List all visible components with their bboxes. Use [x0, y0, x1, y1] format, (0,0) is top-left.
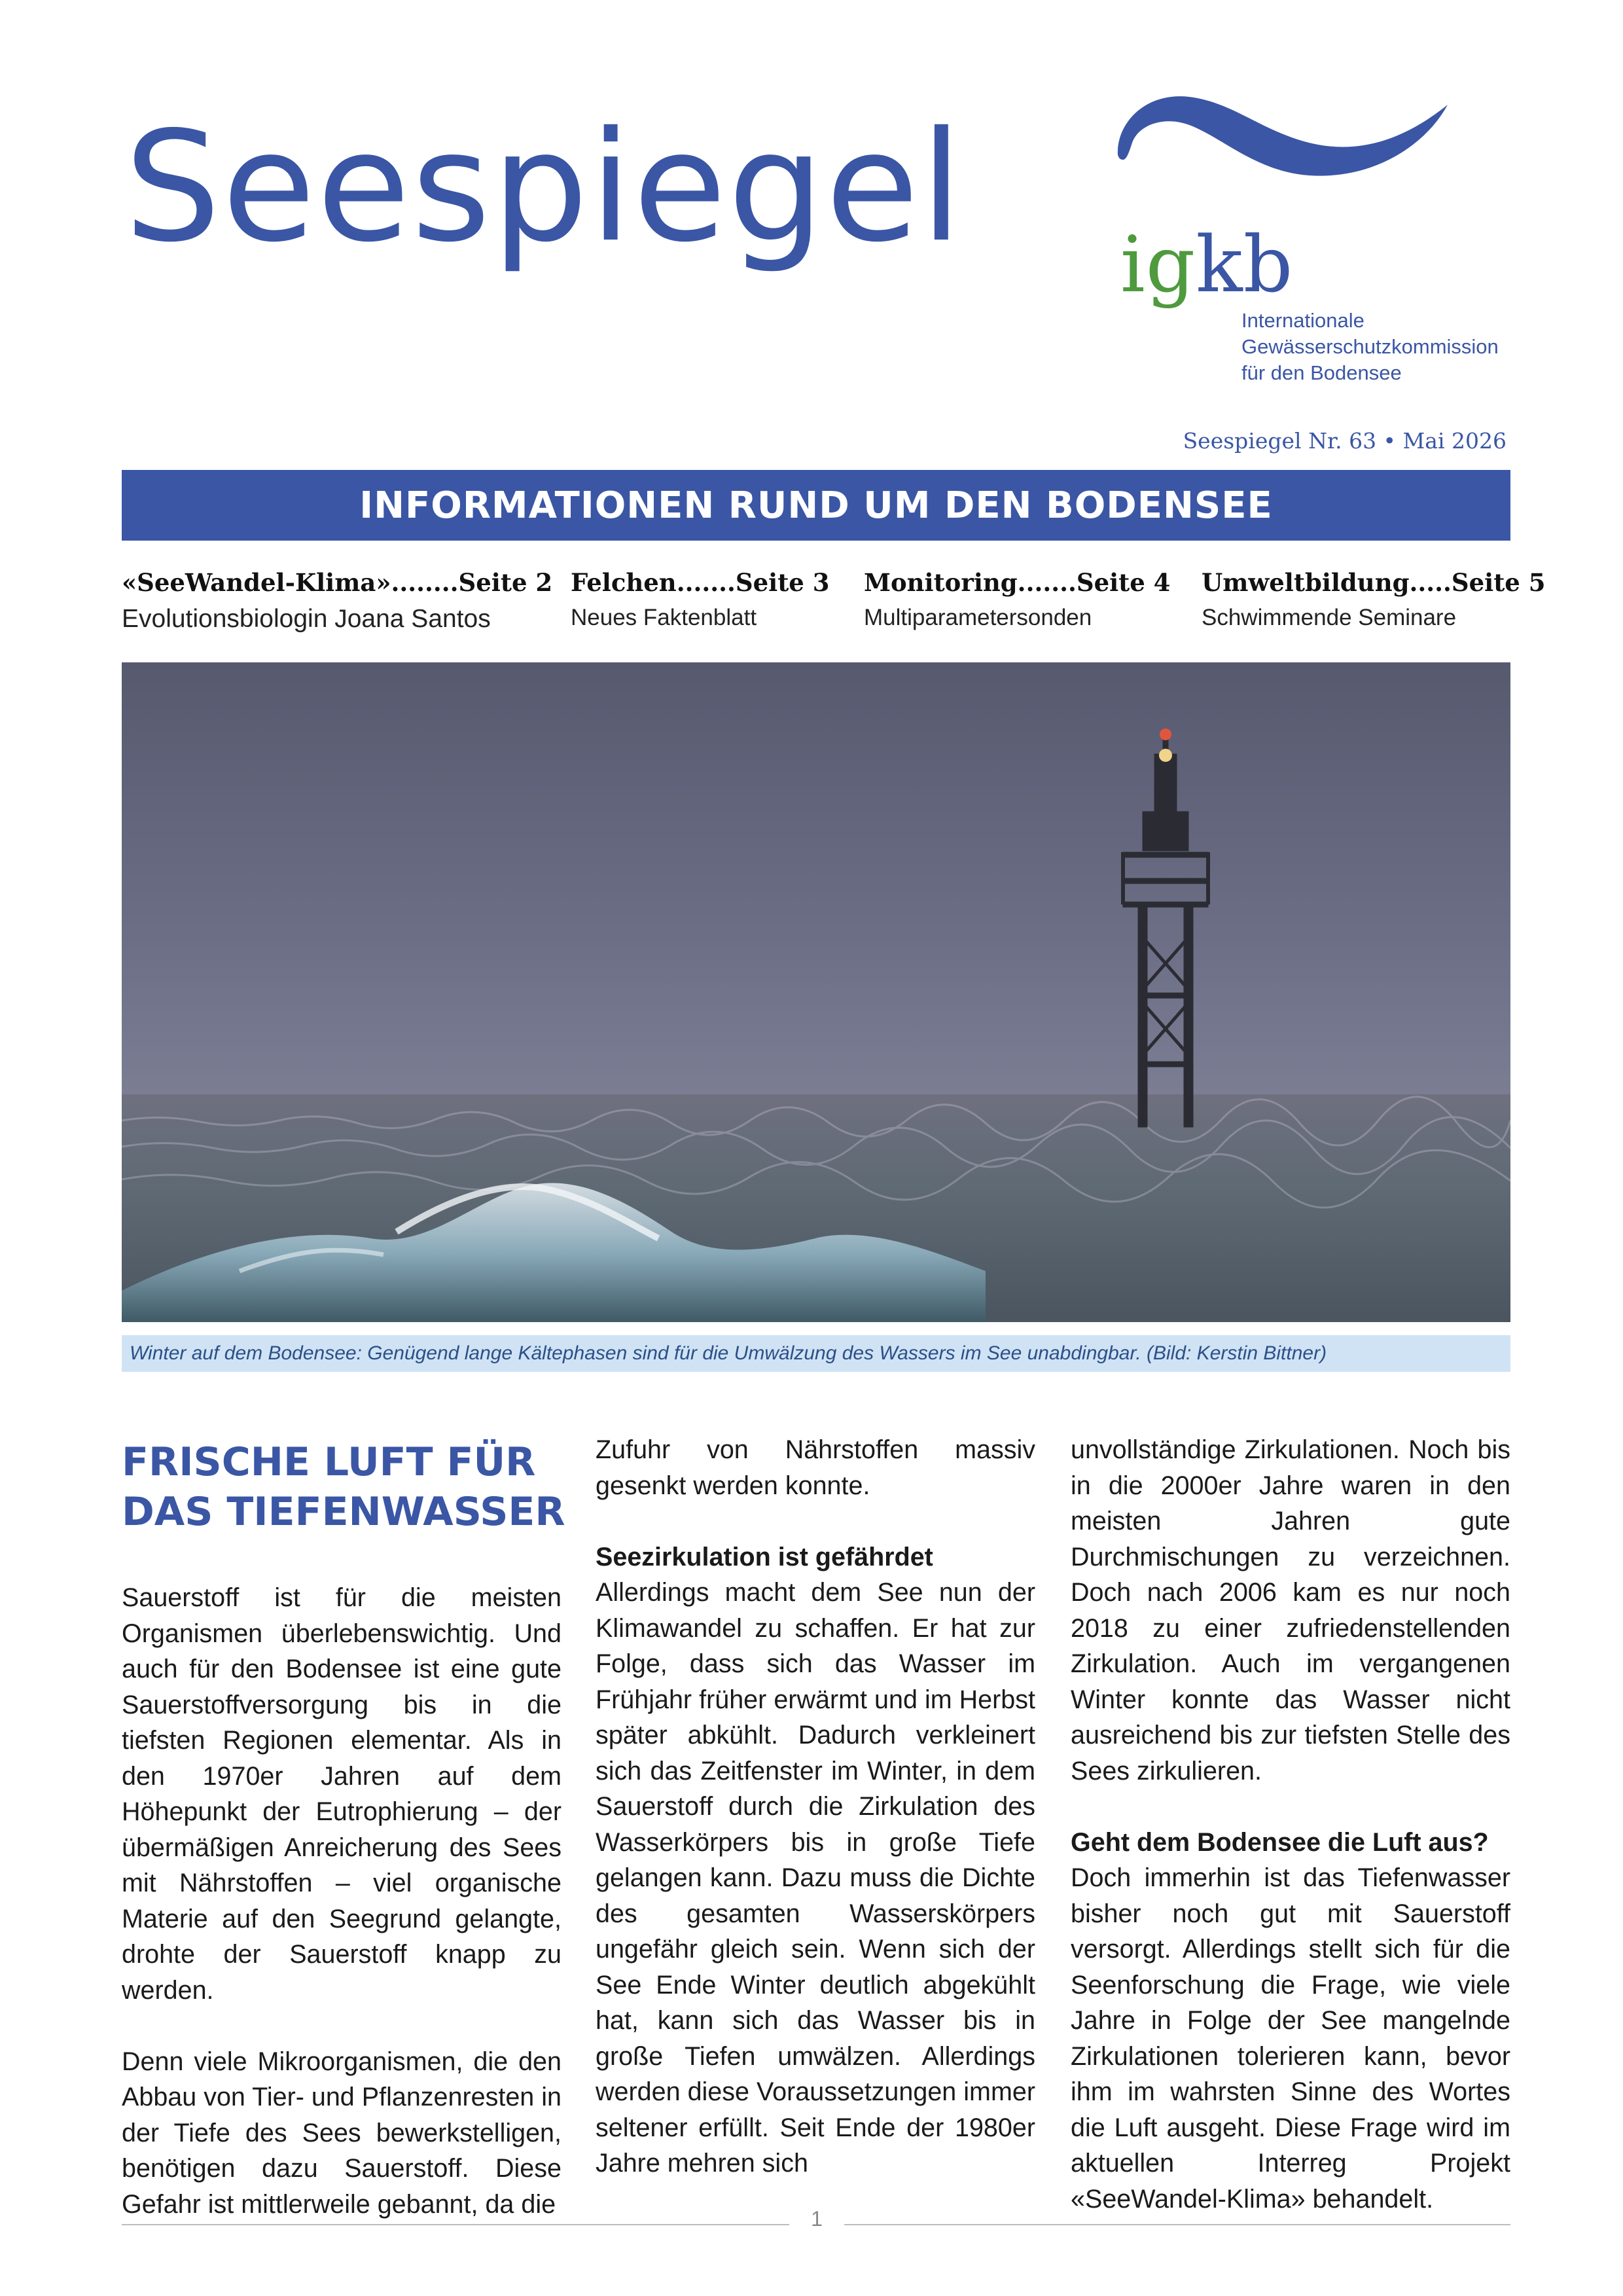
footer-rule — [122, 2224, 789, 2225]
article-paragraph: Allerdings macht dem See nun der Klimawandel zu schaffen. Er hat zur Folge, dass sich das Wasser im Frühjahr früher erwärmt und im Herbst später abkühlt. Dadurch verkleinert sich das Zeitfenster im Winter, in dem Sauerstoff durch die Zirkulation des Wasserkörpers bis in große Tiefe gelangen kann. Dazu muss die Dichte des gesamten Wasserskörpers ungefähr gleich sein. Wenn sich der See Ende Winter deutlich abgekühlt hat, kann sich das Wasser bis in große Tiefen umwälzen. Allerdings werden diese Voraussetzungen immer seltener erfüllt. Seit Ende der 1980er Jahre mehren sich — [596, 1578, 1035, 2178]
article-column-1 — [122, 1580, 562, 2222]
article-paragraph: Zufuhr von Nährstoffen massiv gesenkt werden konnte. — [596, 1435, 1035, 1500]
masthead-title: Seespiegel — [124, 99, 964, 276]
photo-caption-text: Winter auf dem Bodensee: Genügend lange Kältephasen sind für die Umwälzung des Wassers im See unabdingbar. (Bild: Kerstin Bittner) — [130, 1342, 1327, 1364]
teaser-title: Felchen.......Seite 3 — [571, 568, 830, 597]
logo-letters-green: ig — [1120, 219, 1196, 310]
organisation-line: Internationale — [1241, 309, 1364, 332]
teaser-title: Monitoring.......Seite 4 — [864, 568, 1171, 597]
lead-photo — [122, 662, 1510, 1322]
igkb-wave-logo — [1113, 92, 1453, 190]
banner-text: INFORMATIONEN RUND UM DEN BODENSEE — [359, 484, 1273, 527]
article-column-2 — [596, 1432, 1035, 2181]
article-paragraph: unvollständige Zirkulationen. Noch bis in die 2000er Jahre waren in den meisten Jahren gute Durchmischungen zu verzeichnen. Doch nach 2006 kam es nur noch 2018 zu einer zufriedenstellenden Zirkulation. Auch im vergangenen Winter konnte das Wasser nicht ausreichend bis zur tiefsten Stelle des Sees zirkulieren. — [1071, 1435, 1510, 1785]
issue-info: Seespiegel Nr. 63 • Mai 2026 — [1183, 428, 1507, 454]
article-paragraph: Denn viele Mikroorganismen, die den Abbau von Tier- und Pflanzenresten in der Tiefe des Sees bewerkstelligen, benötigen dazu Sauerstoff. Diese Gefahr ist mittlerweile gebannt, da die — [122, 2047, 562, 2219]
organisation-line: für den Bodensee — [1241, 361, 1402, 384]
teaser-item[interactable] — [864, 568, 1170, 631]
article-column-3 — [1071, 1432, 1510, 2217]
teaser-subtitle: Evolutionsbiologin Joana Santos — [122, 605, 491, 633]
headline-line: FRISCHE LUFT FÜR — [122, 1439, 536, 1485]
section-banner — [122, 470, 1510, 541]
teaser-subtitle: Neues Faktenblatt — [571, 605, 757, 630]
organisation-line: Gewässerschutzkommission — [1241, 335, 1499, 358]
article-paragraph: Sauerstoff ist für die meisten Organismen überlebenswichtig. Und auch für den Bodensee ist eine gute Sauerstoffversorgung bis in die tiefsten Regionen elementar. Als in den 1970er Jahren auf dem Höhepunkt der Eutrophierung – der übermäßigen Anreicherung des Sees mit Nährstoffen – viel organische Materie auf den Seegrund gelangte, drohte der Sauerstoff knapp zu werden. — [122, 1583, 562, 2005]
teaser-subtitle: Multiparametersonden — [864, 605, 1092, 630]
footer-rule — [844, 2224, 1510, 2225]
article-headline — [122, 1437, 565, 1537]
teaser-item[interactable] — [571, 568, 829, 631]
article-subheading: Geht dem Bodensee die Luft aus? — [1071, 1827, 1489, 1857]
teaser-title: «SeeWandel-Klima»........Seite 2 — [122, 568, 553, 597]
page-number: 1 — [811, 2207, 823, 2231]
photo-caption — [122, 1335, 1510, 1372]
article-subheading: Seezirkulation ist gefährdet — [596, 1542, 933, 1571]
logo-letters-blue: kb — [1196, 219, 1294, 310]
article-paragraph: Doch immerhin ist das Tiefenwasser bisher noch gut mit Sauerstoff versorgt. Allerdings stellt sich für die Seenforschung die Frage, wie viele Jahre in Folge der See mangelnde Zirkulationen tolerieren kann, bevor ihm im wahrsten Sinne des Wortes die Luft ausgeht. Diese Frage wird im aktuellen Interreg Projekt «SeeWandel-Klima» behandelt. — [1071, 1863, 1510, 2214]
teaser-item[interactable] — [1202, 568, 1545, 631]
teaser-subtitle: Schwimmende Seminare — [1202, 605, 1457, 630]
teaser-item[interactable] — [122, 568, 552, 634]
organisation-name — [1241, 308, 1499, 386]
headline-line: DAS TIEFENWASSER — [122, 1489, 565, 1535]
igkb-logo-letters — [1120, 219, 1294, 310]
teaser-title: Umweltbildung.....Seite 5 — [1202, 568, 1546, 597]
